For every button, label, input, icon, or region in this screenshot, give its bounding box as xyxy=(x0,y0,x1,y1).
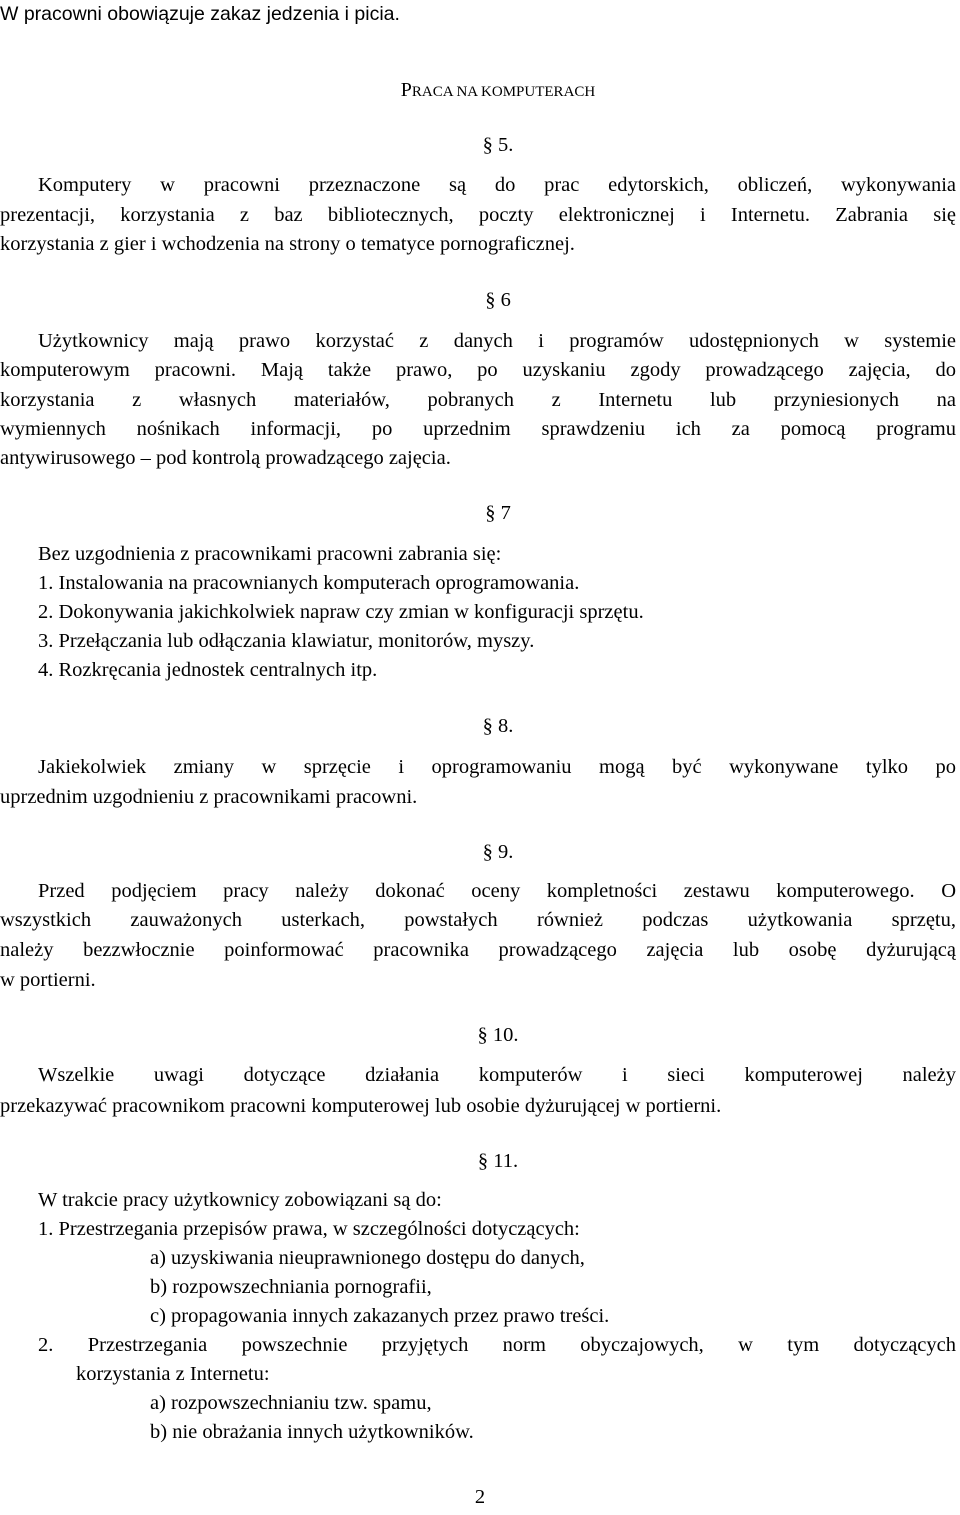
section-9-line-2: wszystkich zauważonych usterkach, powstałych również podczas użytkowania sprzętu, xyxy=(0,909,956,931)
section-11-item-1-sub-b: b) rozpowszechniania pornografii, xyxy=(150,1276,432,1298)
section-6-line-3: korzystania z własnych materiałów, pobranych z Internetu lub przyniesionych na xyxy=(0,389,956,411)
section-5-line-1: Komputery w pracowni przeznaczone są do prac edytorskich, obliczeń, wykonywania xyxy=(38,174,956,196)
section-8-number: § 8. xyxy=(482,715,514,737)
section-11-item-2-sub-b: b) nie obrażania innych użytkowników. xyxy=(150,1421,474,1443)
section-6-line-2: komputerowym pracowni. Mają także prawo, po uzyskaniu zgody prowadzącego zajęcia, do xyxy=(0,359,956,381)
section-7-intro: Bez uzgodnienia z pracownikami pracowni zabrania się: xyxy=(38,543,502,565)
section-11-item-1-sub-c: c) propagowania innych zakazanych przez prawo treści. xyxy=(150,1305,610,1327)
section-6-number: § 6 xyxy=(485,289,511,311)
section-11-number: § 11. xyxy=(477,1150,519,1172)
section-6-line-4: wymiennych nośnikach informacji, po uprzednim sprawdzeniu ich za pomocą programu xyxy=(0,418,956,440)
section-11-item-2-sub-a: a) rozpowszechnianiu tzw. spamu, xyxy=(150,1392,432,1414)
section-7-item-1: 1. Instalowania na pracownianych komputerach oprogramowania. xyxy=(38,572,580,594)
section-11-item-2-line-1: 2. Przestrzegania powszechnie przyjętych norm obyczajowych, w tym dotyczących xyxy=(38,1334,956,1356)
section-5-line-3: korzystania z gier i wchodzenia na strony o tematyce pornograficznej. xyxy=(0,233,575,255)
section-11-item-2-line-2: korzystania z Internetu: xyxy=(76,1363,270,1385)
section-11-item-1: 1. Przestrzegania przepisów prawa, w szczególności dotyczących: xyxy=(38,1218,580,1240)
section-9-line-4: w portierni. xyxy=(0,969,96,991)
intro-line: W pracowni obowiązuje zakaz jedzenia i picia. xyxy=(0,3,400,25)
section-7-item-4: 4. Rozkręcania jednostek centralnych itp. xyxy=(38,659,378,681)
page-number: 2 xyxy=(474,1486,486,1508)
section-9-line-1: Przed podjęciem pracy należy dokonać oceny kompletności zestawu komputerowego. O xyxy=(38,880,956,902)
section-7-number: § 7 xyxy=(485,502,511,524)
section-9-line-3: należy bezzwłocznie poinformować pracownika prowadzącego zajęcia lub osobę dyżurującą xyxy=(0,939,956,961)
section-5-line-2: prezentacji, korzystania z baz bibliotecznych, poczty elektronicznej i Internetu. Zabrania się xyxy=(0,204,956,226)
section-11-intro: W trakcie pracy użytkownicy zobowiązani są do: xyxy=(38,1189,442,1211)
section-5-number: § 5. xyxy=(482,134,514,156)
section-6-line-1: Użytkownicy mają prawo korzystać z danych i programów udostępnionych w systemie xyxy=(38,330,956,352)
section-9-number: § 9. xyxy=(482,841,514,863)
section-title xyxy=(0,76,960,107)
section-6-line-5: antywirusowego – pod kontrolą prowadzącego zajęcia. xyxy=(0,447,451,469)
section-10-line-2: przekazywać pracownikom pracowni komputerowej lub osobie dyżurującej w portierni. xyxy=(0,1095,722,1117)
section-10-number: § 10. xyxy=(477,1024,519,1046)
section-7-item-2: 2. Dokonywania jakichkolwiek napraw czy zmian w konfiguracji sprzętu. xyxy=(38,601,644,623)
section-10-line-1: Wszelkie uwagi dotyczące działania komputerów i sieci komputerowej należy xyxy=(38,1064,956,1086)
section-title-rest: RACA NA KOMPUTERACH xyxy=(411,84,596,100)
section-8-line-1: Jakiekolwiek zmiany w sprzęcie i oprogramowaniu mogą być wykonywane tylko po xyxy=(38,756,956,778)
section-7-item-3: 3. Przełączania lub odłączania klawiatur, monitorów, myszy. xyxy=(38,630,535,652)
section-8-line-2: uprzednim uzgodnieniu z pracownikami pracowni. xyxy=(0,786,418,808)
section-11-item-1-sub-a: a) uzyskiwania nieuprawnionego dostępu do danych, xyxy=(150,1247,585,1269)
section-title-initial: P xyxy=(400,79,412,101)
